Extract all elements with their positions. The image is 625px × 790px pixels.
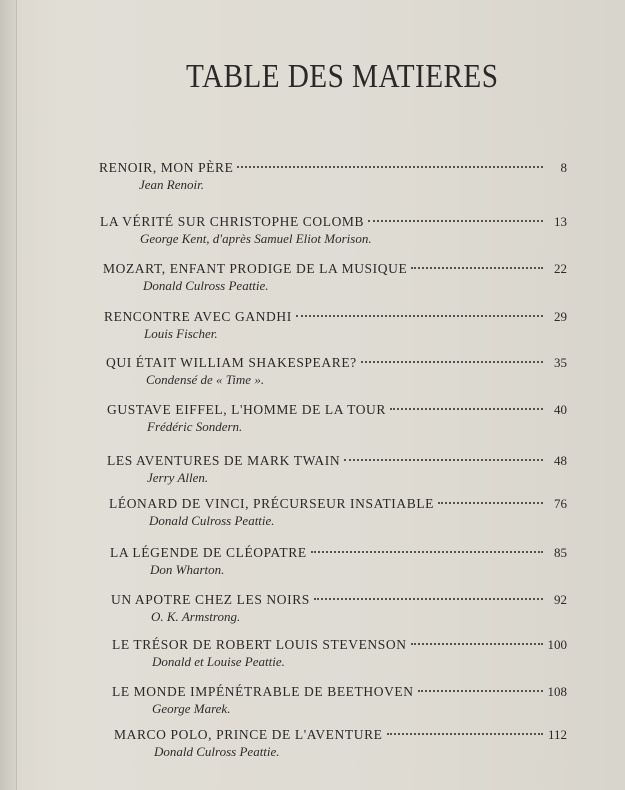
dot-leader xyxy=(387,733,543,735)
entry-title: MOZART, ENFANT PRODIGE DE LA MUSIQUE xyxy=(103,261,408,276)
entry-page-number: 76 xyxy=(554,496,567,511)
toc-entry xyxy=(107,453,567,486)
entry-author: Don Wharton. xyxy=(150,562,225,577)
toc-entry xyxy=(99,160,567,193)
entry-title: LE TRÉSOR DE ROBERT LOUIS STEVENSON xyxy=(112,637,407,652)
entry-author: Jerry Allen. xyxy=(147,470,209,485)
toc-entry xyxy=(111,592,567,625)
entry-author: Donald Culross Peattie. xyxy=(143,278,269,293)
entry-author: Donald et Louise Peattie. xyxy=(152,654,285,669)
entry-author: Donald Culross Peattie. xyxy=(154,744,280,759)
entry-title: LÉONARD DE VINCI, PRÉCURSEUR INSATIABLE xyxy=(109,496,435,511)
entry-page-number: 85 xyxy=(554,545,567,560)
entry-page-number: 48 xyxy=(554,453,567,468)
dot-leader xyxy=(361,361,543,363)
toc-entry xyxy=(112,684,567,717)
toc-entry xyxy=(110,545,567,578)
entry-title: LA VÉRITÉ SUR CHRISTOPHE COLOMB xyxy=(100,214,365,229)
entry-author: O. K. Armstrong. xyxy=(151,609,241,624)
toc-entry xyxy=(107,402,567,435)
entry-author: Louis Fischer. xyxy=(144,326,218,341)
toc-entry xyxy=(106,355,567,388)
entry-page-number: 108 xyxy=(547,684,567,699)
entry-title: UN APOTRE CHEZ LES NOIRS xyxy=(111,592,310,607)
entry-author: Condensé de « Time ». xyxy=(146,372,265,387)
entry-author: George Kent, d'après Samuel Eliot Morison. xyxy=(140,231,372,246)
entry-page-number: 8 xyxy=(560,160,567,175)
dot-leader xyxy=(344,459,543,461)
entry-title: QUI ÉTAIT WILLIAM SHAKESPEARE? xyxy=(106,355,357,370)
entry-title: RENCONTRE AVEC GANDHI xyxy=(104,309,292,324)
dot-leader xyxy=(237,166,543,168)
dot-leader xyxy=(311,551,543,553)
entry-page-number: 29 xyxy=(554,309,567,324)
entry-title: MARCO POLO, PRINCE DE L'AVENTURE xyxy=(114,727,383,742)
entry-page-number: 35 xyxy=(554,355,567,370)
entry-author: Jean Renoir. xyxy=(139,177,204,192)
toc-entry xyxy=(114,727,567,760)
dot-leader xyxy=(368,220,543,222)
entry-page-number: 112 xyxy=(547,727,567,742)
toc-entry xyxy=(100,214,567,247)
dot-leader xyxy=(296,315,543,317)
entry-title: GUSTAVE EIFFEL, L'HOMME DE LA TOUR xyxy=(107,402,387,417)
entry-page-number: 100 xyxy=(547,637,567,652)
entry-title: LES AVENTURES DE MARK TWAIN xyxy=(107,453,341,468)
toc-entry xyxy=(104,309,567,342)
toc-entry xyxy=(112,637,567,670)
entry-title: LE MONDE IMPÉNÉTRABLE DE BEETHOVEN xyxy=(112,684,414,699)
entry-page-number: 13 xyxy=(554,214,567,229)
page-title: TABLE DES MATIERES xyxy=(186,58,499,95)
entry-author: Frédéric Sondern. xyxy=(147,419,243,434)
entry-author: Donald Culross Peattie. xyxy=(149,513,275,528)
entry-author: George Marek. xyxy=(152,701,231,716)
dot-leader xyxy=(418,690,543,692)
dot-leader xyxy=(390,408,543,410)
entry-title: LA LÉGENDE DE CLÉOPATRE xyxy=(110,545,307,560)
toc-entry xyxy=(109,496,567,529)
dot-leader xyxy=(438,502,543,504)
dot-leader xyxy=(411,267,543,269)
entry-page-number: 22 xyxy=(554,261,567,276)
entry-page-number: 92 xyxy=(554,592,567,607)
dot-leader xyxy=(411,643,543,645)
dot-leader xyxy=(314,598,543,600)
page-gutter xyxy=(0,0,17,790)
entry-title: RENOIR, MON PÈRE xyxy=(99,160,234,175)
entry-page-number: 40 xyxy=(554,402,567,417)
toc-entry xyxy=(103,261,567,294)
